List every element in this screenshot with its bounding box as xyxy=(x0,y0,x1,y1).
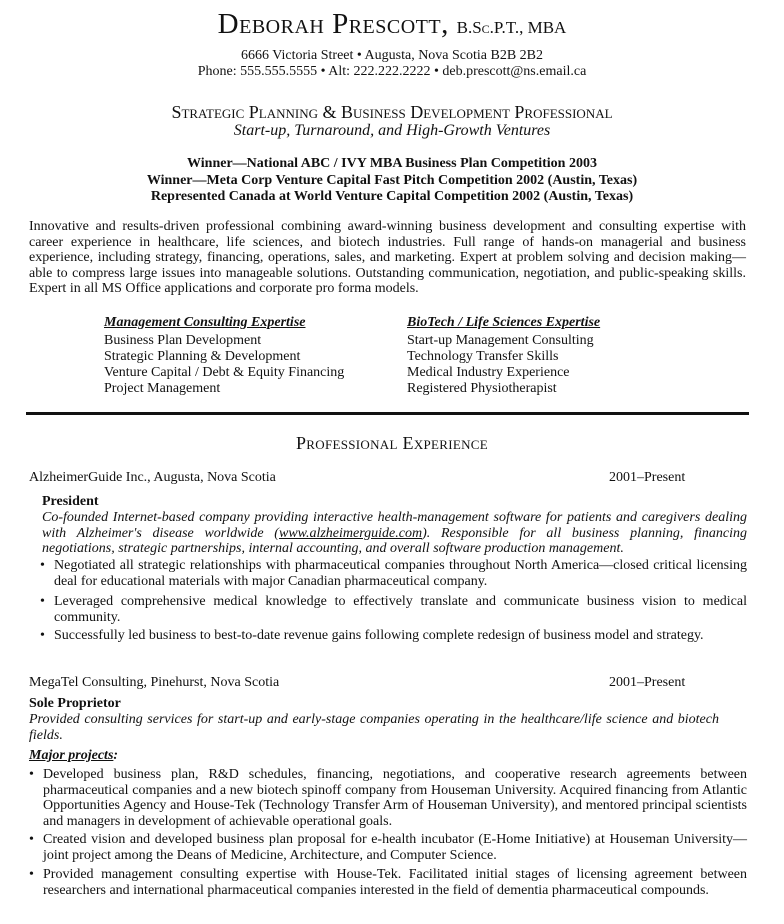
credentials: B.Sc.P.T., MBA xyxy=(456,18,567,37)
job-org: AlzheimerGuide Inc., Augusta, Nova Scotia xyxy=(29,470,276,485)
job-description: Co-founded Internet-based company providing interactive health-management software for patients and caregivers dealing with Alzheimer's disease worldwide (www.alzheimerguide.com). Responsible for all business planning, financing negotiations, strategic partnerships, internal accounting, and overall software production management. xyxy=(42,510,747,557)
job-role: Sole Proprietor xyxy=(29,696,121,711)
headline-tagline: Start-up, Turnaround, and High-Growth Ventures xyxy=(233,122,551,139)
list-item: • Created vision and developed business plan proposal for e-health incubator (E-Home Initiative) at Houseman University—joint project among the Deans of Medicine, Architecture, and Computer Science. xyxy=(29,832,747,863)
bullet-icon: • xyxy=(40,628,45,643)
job-org: MegaTel Consulting, Pinehurst, Nova Scotia xyxy=(29,675,280,690)
skill-item: Project Management xyxy=(104,381,221,396)
major-projects-label: Major projects: xyxy=(29,748,119,763)
skill-item: Start-up Management Consulting xyxy=(407,333,594,348)
skill-item: Technology Transfer Skills xyxy=(407,349,559,364)
bullet-icon: • xyxy=(29,867,34,882)
section-divider xyxy=(26,412,749,415)
contact-line: Phone: 555.555.5555 • Alt: 222.222.2222 • deb.prescott@ns.email.ca xyxy=(197,64,587,79)
list-item: • Developed business plan, R&D schedules, financing, negotiations, and cooperative research agreements between pharmaceutical companies and a new biotech spinoff company from Houseman University. Acquired financing from Atlantic Opportunities Agency and House-Tek (Technology Transfer Arm of Houseman University), and mentored principal scientists and managers in development of achievable operational goals. xyxy=(29,767,747,829)
skills-right-heading: BioTech / Life Sciences Expertise xyxy=(407,315,601,330)
skills-left-heading: Management Consulting Expertise xyxy=(104,315,306,330)
skill-item: Registered Physiotherapist xyxy=(407,381,557,396)
name-last: Prescott, xyxy=(332,8,449,40)
skill-item: Venture Capital / Debt & Equity Financing xyxy=(104,365,345,380)
bullet-icon: • xyxy=(29,832,34,847)
section-title-experience: Professional Experience xyxy=(295,433,489,453)
bullet-icon: • xyxy=(40,594,45,609)
skill-item: Strategic Planning & Development xyxy=(104,349,301,364)
bullet-icon: • xyxy=(29,767,34,782)
award-1: Winner—National ABC / IVY MBA Business Plan Competition 2003 xyxy=(187,156,597,171)
list-item: • Provided management consulting expertise with House-Tek. Facilitated initial stages of licensing agreement between researchers and international pharmaceutical companies interested in the field of dementia pharmaceutical compounds. xyxy=(29,867,747,898)
list-item: • Leveraged comprehensive medical knowledge to effectively translate and communicate business vision to medical community. xyxy=(40,594,747,625)
name-first: Deborah xyxy=(217,8,325,40)
company-website-link[interactable]: www.alzheimerguide.com xyxy=(278,525,423,541)
award-3: Represented Canada at World Venture Capital Competition 2002 (Austin, Texas) xyxy=(150,189,634,204)
job-dates: 2001–Present xyxy=(609,675,686,690)
list-item: • Successfully led business to best-to-date revenue gains following complete redesign of business model and strategy. xyxy=(40,628,704,643)
candidate-name xyxy=(0,8,784,41)
skill-item: Business Plan Development xyxy=(104,333,262,348)
summary-paragraph: Innovative and results-driven professional combining award-winning business development and consulting expertise with career experience in healthcare, life sciences, and biotech industries. Full range of hands-on managerial and business experience, including strategy, financing, operations, sales, and marketing. Expert at problem solving and decision making—able to compress large issues into manageable solutions. Outstanding communication, negotiation, and public-speaking skills. Expert in all MS Office applications and corporate pro forma models. xyxy=(29,219,746,297)
list-item: • Negotiated all strategic relationships with pharmaceutical companies throughout North America—closed critical licensing deal for educational materials with major Canadian pharmaceutical company. xyxy=(40,558,747,589)
bullet-icon: • xyxy=(40,558,45,573)
job-dates: 2001–Present xyxy=(609,470,686,485)
address-line: 6666 Victoria Street • Augusta, Nova Scotia B2B 2B2 xyxy=(240,48,544,63)
headline-title: Strategic Planning & Business Development Professional xyxy=(171,102,613,122)
job-role: President xyxy=(42,494,99,509)
skill-item: Medical Industry Experience xyxy=(407,365,570,380)
job-description: Provided consulting services for start-up and early-stage companies operating in the healthcare/life science and biotech fields. xyxy=(29,712,719,743)
award-2: Winner—Meta Corp Venture Capital Fast Pitch Competition 2002 (Austin, Texas) xyxy=(146,173,638,188)
